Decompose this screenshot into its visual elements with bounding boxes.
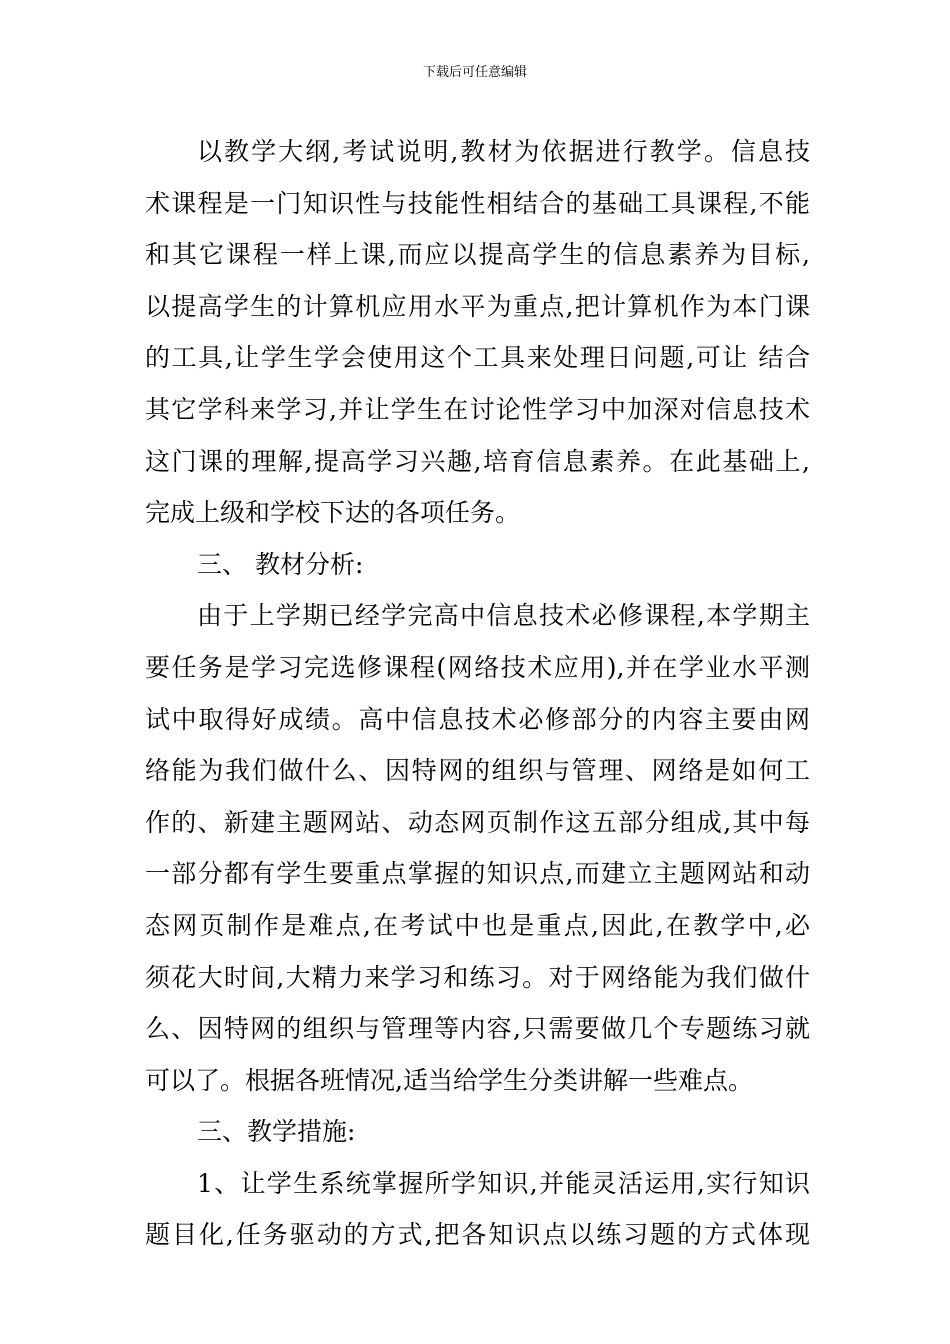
paragraph-line: 态网页制作是难点,在考试中也是重点,因此,在教学中,必 xyxy=(145,910,810,940)
paragraph-line: 作的、新建主题网站、动态网页制作这五部分组成,其中每 xyxy=(145,807,810,837)
paragraph-line: 络能为我们做什么、因特网的组织与管理、网络是如何工 xyxy=(145,756,810,786)
paragraph-line: 1、让学生系统掌握所学知识,并能灵活运用,实行知识 xyxy=(197,1168,810,1198)
paragraph-line: 术课程是一门知识性与技能性相结合的基础工具课程,不能 xyxy=(145,188,810,218)
paragraph-line: 其它学科来学习,并让学生在讨论性学习中加深对信息技术 xyxy=(145,394,810,424)
paragraph-line: 由于上学期已经学完高中信息技术必修课程,本学期主 xyxy=(197,601,810,631)
paragraph-line: 么、因特网的组织与管理等内容,只需要做几个专题练习就 xyxy=(145,1014,810,1044)
paragraph-line: 须花大时间,大精力来学习和练习。对于网络能为我们做什 xyxy=(145,962,810,992)
paragraph-line: 试中取得好成绩。高中信息技术必修部分的内容主要由网 xyxy=(145,704,810,734)
paragraph-line: 的工具,让学生学会使用这个工具来处理日问题,可让 结合 xyxy=(145,343,810,373)
paragraph-line: 可以了。根据各班情况,适当给学生分类讲解一些难点。 xyxy=(145,1065,753,1095)
document-body xyxy=(145,126,810,1261)
paragraph-line: 以教学大纲,考试说明,教材为依据进行教学。信息技 xyxy=(197,137,810,166)
paragraph-line: 和其它课程一样上课,而应以提高学生的信息素养为目标, xyxy=(145,240,810,270)
paragraph-line: 题目化,任务驱动的方式,把各知识点以练习题的方式体现 xyxy=(145,1220,810,1250)
paragraph-line: 以提高学生的计算机应用水平为重点,把计算机作为本门课 xyxy=(145,291,810,321)
paragraph-line: 完成上级和学校下达的各项任务。 xyxy=(145,498,521,528)
paragraph-line: 要任务是学习完选修课程(网络技术应用),并在学业水平测 xyxy=(145,652,810,682)
section-heading: 三、 教材分析: xyxy=(197,549,364,579)
section-heading: 三、教学措施: xyxy=(197,1117,356,1147)
paragraph-line: 这门课的理解,提高学习兴趣,培育信息素养。在此基础上, xyxy=(145,446,810,476)
page-header: 下载后可任意编辑 xyxy=(422,65,527,80)
paragraph-line: 一部分都有学生要重点掌握的知识点,而建立主题网站和动 xyxy=(145,859,810,889)
